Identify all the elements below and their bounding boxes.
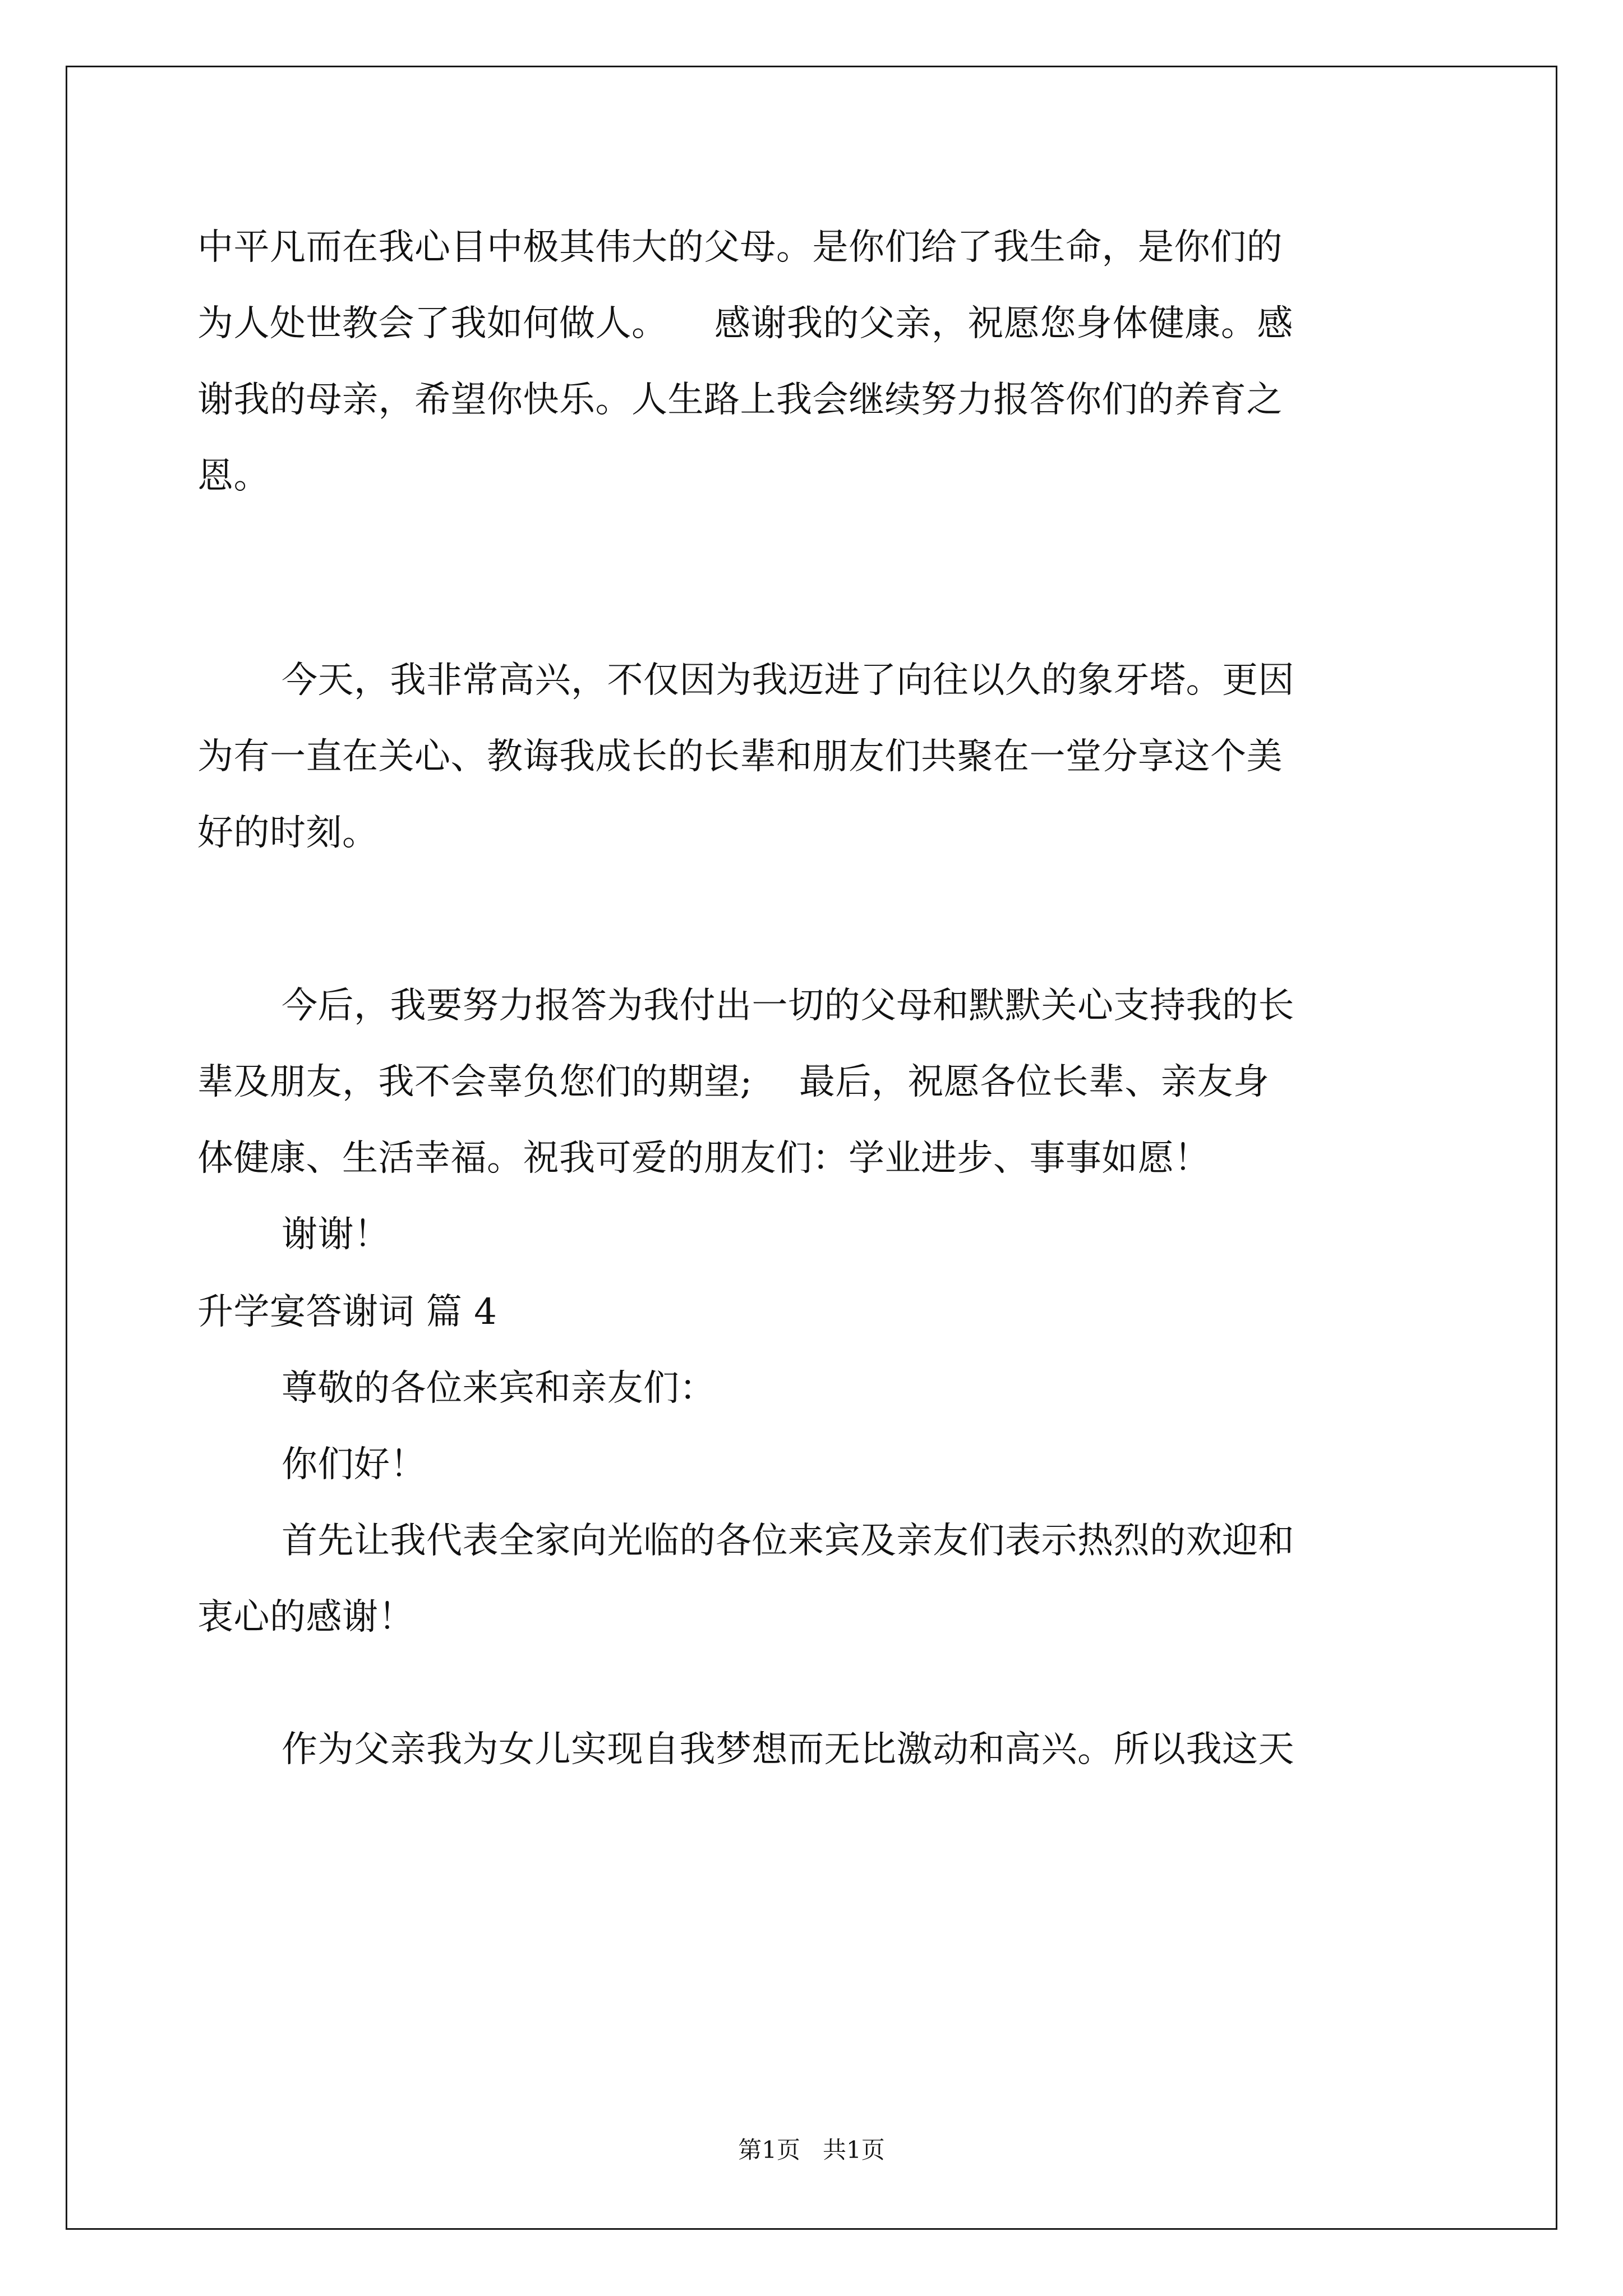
paragraph-line: 谢谢！	[282, 1214, 390, 1255]
paragraph-line: 恩。	[197, 455, 270, 497]
paragraph-line: 体健康、生活幸福。祝我可爱的朋友们：学业进步、事事如愿！	[197, 1138, 1210, 1179]
greeting-line: 你们好！	[282, 1444, 426, 1485]
paragraph-line: 今天，我非常高兴，不仅因为我迈进了向往以久的象牙塔。更因	[282, 660, 1294, 701]
page-footer: 第1页 共1页	[738, 2136, 885, 2164]
paragraph-line: 谢我的母亲，希望你快乐。人生路上我会继续努力报答你们的养育之	[197, 379, 1283, 421]
paragraph-line: 作为父亲我为女儿实现自我梦想而无比激动和高兴。所以我这天	[282, 1729, 1294, 1770]
paragraph-line: 今后，我要努力报答为我付出一切的父母和默默关心支持我的长	[282, 985, 1294, 1027]
paragraph-line: 为人处世教会了我如何做人。 感谢我的父亲，祝愿您身体健康。感	[197, 303, 1293, 344]
paragraph-line: 辈及朋友，我不会辜负您们的期望; 最后，祝愿各位长辈、亲友身	[197, 1061, 1270, 1103]
paragraph-line: 为有一直在关心、教诲我成长的长辈和朋友们共聚在一堂分享这个美	[197, 736, 1283, 777]
section-heading: 升学宴答谢词 篇 4	[197, 1291, 497, 1333]
paragraph-line: 首先让我代表全家向光临的各位来宾及亲友们表示热烈的欢迎和	[282, 1520, 1294, 1562]
paragraph-line: 衷心的感谢！	[197, 1596, 414, 1638]
paragraph-line: 好的时刻。	[197, 812, 379, 854]
salutation-line: 尊敬的各位来宾和亲友们：	[282, 1368, 716, 1409]
paragraph-line: 中平凡而在我心目中极其伟大的父母。是你们给了我生命，是你们的	[197, 227, 1283, 268]
